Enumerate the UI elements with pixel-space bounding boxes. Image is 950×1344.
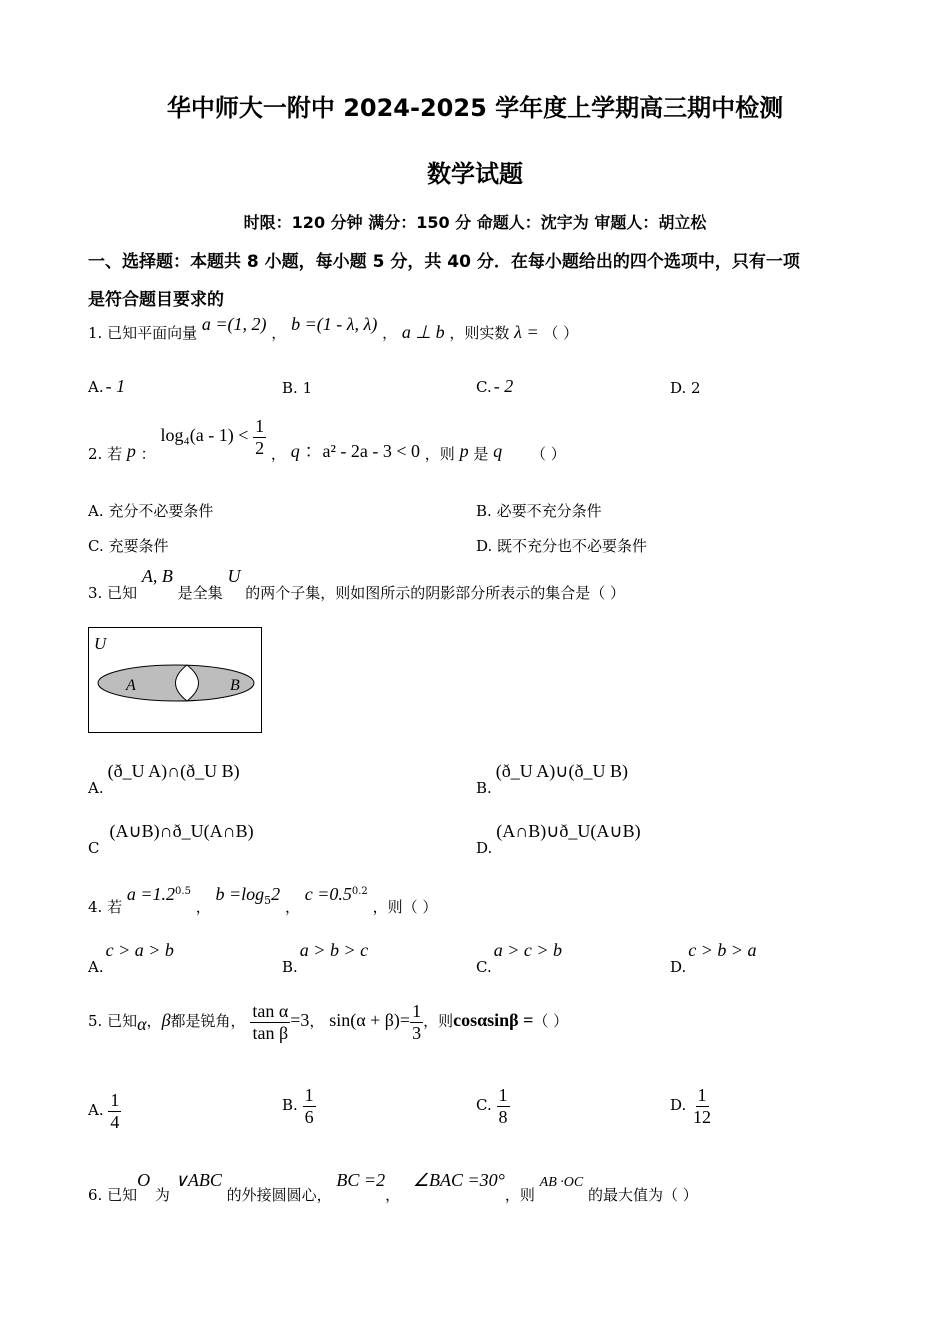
q2-p-ref: p [459, 441, 469, 462]
frac-numerator: tan α [252, 1001, 289, 1021]
q1-answer-paren: （ ） [543, 324, 579, 342]
page-subtitle: 数学试题 [427, 160, 523, 188]
option-label: B. [282, 379, 298, 397]
option-label: B. [282, 1096, 298, 1115]
q6-wei: 为 [154, 1186, 170, 1204]
option-value: 2 [691, 379, 701, 397]
option-label: A. [88, 779, 104, 797]
q2-p-expression: log₄(a - 1) < [160, 425, 249, 446]
question-2 [88, 416, 566, 464]
frac-denominator: 12 [693, 1106, 712, 1127]
q1-comma: ， [271, 324, 287, 342]
q4-c-exponent: 0.2 [351, 886, 368, 897]
option-label: C. [476, 1096, 492, 1115]
q4-b-arg: 2 [271, 884, 281, 904]
frac-numerator: 1 [697, 1085, 707, 1105]
q2-q-ref: q [493, 441, 503, 462]
option-value: (A∪B)∩ð_U(A∩B) [109, 821, 254, 841]
exam-meta: 时限：120 分钟 满分：150 分 命题人：沈宇为 审题人：胡立松 [243, 213, 707, 232]
q6-angle: ∠BAC =30° [412, 1170, 505, 1190]
q3-universe: U [227, 566, 241, 586]
page-title: 华中师大一附中 2024-2025 学年度上学期高三期中检测 [166, 94, 784, 122]
q6-then: ，则 [504, 1186, 535, 1204]
question-5: 5. 已知α，β都是锐角， $\frac{\text{tan α}}{\text{tan β}}$ =3， sin(α + β)= $\frac{1}{3}$ ，则cosαsinβ =（ ） [88, 1001, 569, 1043]
q5-then: ，则 [423, 1012, 454, 1031]
option-label: C. [476, 958, 492, 976]
q2-p: p [126, 441, 136, 462]
q4-a: a =1.2 [126, 884, 176, 904]
q6-prefix: 6. 已知 [88, 1186, 138, 1204]
frac-denominator: 2 [255, 437, 265, 458]
option-value: c > a > b [105, 940, 174, 960]
option-label: A. [88, 378, 104, 396]
q2-q-expression: ：a² - 2a - 3 < 0 [304, 441, 421, 462]
option-label: B. [476, 779, 492, 797]
q2-option-d [476, 535, 647, 556]
option-label: B. [476, 502, 492, 520]
q2-q: q [290, 441, 300, 462]
q3-sets: A, B [141, 566, 173, 586]
q2-prefix: 2. 若 [88, 445, 123, 464]
question-4: 4. 若 $a =1.2^{0.5}$ ， $b =\log_52$ ， $c =0.5^{0.2}$ ，则（ ） [88, 884, 438, 916]
option-text: 充要条件 [108, 537, 169, 555]
q2-option-b [476, 500, 602, 521]
q1-option-d [670, 379, 701, 397]
q5-fraction-third [410, 1001, 423, 1043]
option-value: 1 [302, 379, 313, 397]
option-label: A. [88, 958, 104, 976]
option-label: D. [670, 379, 687, 397]
q3-option-c [88, 821, 254, 857]
q6-bc: BC =2 [336, 1170, 386, 1190]
q2-is: 是 [473, 445, 489, 464]
option-value: c > b > a [688, 940, 757, 960]
q1-vector-a: a =(1, 2) [201, 314, 267, 334]
option-label: C. [88, 537, 104, 555]
q1-vector-b: b =(1 - λ, λ) [291, 314, 378, 334]
q3-mid: 是全集 [177, 584, 223, 602]
q2-option-a [88, 500, 213, 521]
option-fraction [303, 1085, 316, 1127]
q5-sin-expr: sin(α + β)= [329, 1010, 411, 1031]
q4-option-d [670, 940, 757, 976]
q4-suffix: ，则（ ） [372, 898, 438, 916]
option-value: - 1 [105, 376, 126, 396]
option-label: B. [282, 958, 298, 976]
q6-mid: 的外接圆圆心， [226, 1186, 332, 1204]
q4-option-a [88, 940, 174, 976]
frac-denominator: 4 [110, 1111, 120, 1132]
option-label: D. [670, 958, 687, 976]
q1-option-a [88, 376, 125, 397]
option-label: D. [670, 1096, 687, 1115]
q4-option-b [282, 940, 369, 976]
q4-a-exponent: 0.5 [175, 886, 191, 897]
q6-suffix: 的最大值为（ ） [588, 1186, 698, 1204]
option-fraction [497, 1085, 510, 1127]
q1-perp: a ⊥ b [401, 322, 445, 342]
q1-suffix: ，则实数 [449, 324, 510, 342]
option-value: - 2 [493, 376, 514, 396]
option-text: 必要不充分条件 [496, 502, 602, 520]
label-U: U [94, 634, 107, 653]
frac-numerator: 1 [110, 1090, 120, 1110]
q5-target: cosαsinβ = [453, 1010, 534, 1031]
frac-numerator: 1 [498, 1085, 508, 1105]
q1-option-c [476, 376, 513, 397]
frac-denominator: 8 [498, 1106, 508, 1127]
option-value: (ð_U A)∪(ð_U B) [495, 761, 628, 781]
q5-answer-paren: （ ） [533, 1012, 569, 1031]
q5-option-d [670, 1085, 713, 1127]
option-label: C. [476, 378, 492, 396]
q6-dot-product: AB ·OC [539, 1175, 584, 1190]
q5-comma: ， [146, 1012, 162, 1031]
q3-option-a [88, 761, 240, 797]
q5-beta: β [161, 1010, 171, 1031]
q1-comma-2: ， [382, 324, 398, 342]
q2-comma: ， [270, 445, 286, 464]
q5-option-b [282, 1085, 316, 1127]
frac-denominator: 3 [412, 1022, 422, 1043]
q6-circumcenter: O [137, 1170, 151, 1190]
question-1 [88, 314, 579, 343]
venn-diagram [88, 627, 264, 735]
q5-tan-ratio [250, 1001, 290, 1043]
q2-answer-paren: （ ） [530, 445, 566, 464]
q4-option-c [476, 940, 563, 976]
q4-prefix: 4. 若 [88, 898, 123, 916]
option-text: 充分不必要条件 [108, 502, 214, 520]
option-value: (A∩B)∪ð_U(A∪B) [496, 821, 641, 841]
q2-colon: ： [140, 445, 156, 464]
q5-alpha: α [137, 1014, 147, 1035]
q2-option-c [88, 535, 169, 556]
q5-option-c [476, 1085, 510, 1127]
question-3 [88, 566, 626, 602]
frac-numerator: 1 [255, 416, 265, 436]
option-text: 既不充分也不必要条件 [497, 537, 648, 555]
q5-option-a [88, 1090, 121, 1132]
option-value: a > c > b [493, 940, 563, 960]
q4-b: b =log [215, 884, 265, 904]
q2-suffix: ，则 [424, 445, 455, 464]
q5-eq3: =3 [290, 1010, 310, 1031]
option-value: (ð_U A)∩(ð_U B) [107, 761, 240, 781]
option-label: A. [88, 1101, 104, 1120]
question-6: 6. 已知O 为 ∨ABC 的外接圆圆心， BC =2， ∠BAC =30°，则 AB ·OC 的最大值为（ ） [88, 1170, 698, 1204]
frac-numerator: 1 [304, 1085, 314, 1105]
option-value: a > b > c [299, 940, 369, 960]
q4-b-base: 5 [264, 894, 272, 907]
section-heading-line1: 一、选择题：本题共 8 小题，每小题 5 分，共 40 分．在每小题给出的四个选项中，只有一项 [88, 252, 800, 272]
option-label: C [88, 839, 100, 857]
q6-triangle: ∨ABC [174, 1170, 222, 1190]
q3-option-b [476, 761, 628, 797]
option-label: D. [476, 839, 493, 857]
section-heading-line2: 是符合题目要求的 [88, 290, 224, 310]
option-label: A. [88, 502, 104, 520]
q3-option-d [476, 821, 641, 857]
q1-option-b [282, 379, 312, 397]
option-label: D. [476, 537, 493, 555]
frac-denominator: tan β [252, 1022, 289, 1043]
frac-numerator: 1 [412, 1001, 422, 1021]
q1-prefix: 1. 已知平面向量 [88, 324, 198, 342]
q5-prefix: 5. 已知 [88, 1012, 138, 1031]
label-A: A [126, 677, 136, 694]
q1-lambda: λ = [514, 322, 539, 342]
label-B: B [230, 677, 240, 694]
option-fraction [108, 1090, 121, 1132]
q5-mid: 都是锐角， [170, 1012, 246, 1031]
frac-denominator: 6 [304, 1106, 314, 1127]
q3-suffix: 的两个子集，则如图所示的阴影部分所表示的集合是（ ） [245, 584, 626, 602]
q4-c: c =0.5 [304, 884, 352, 904]
q2-fraction-half [253, 416, 266, 458]
q3-prefix: 3. 已知 [88, 584, 138, 602]
option-fraction [691, 1085, 713, 1127]
